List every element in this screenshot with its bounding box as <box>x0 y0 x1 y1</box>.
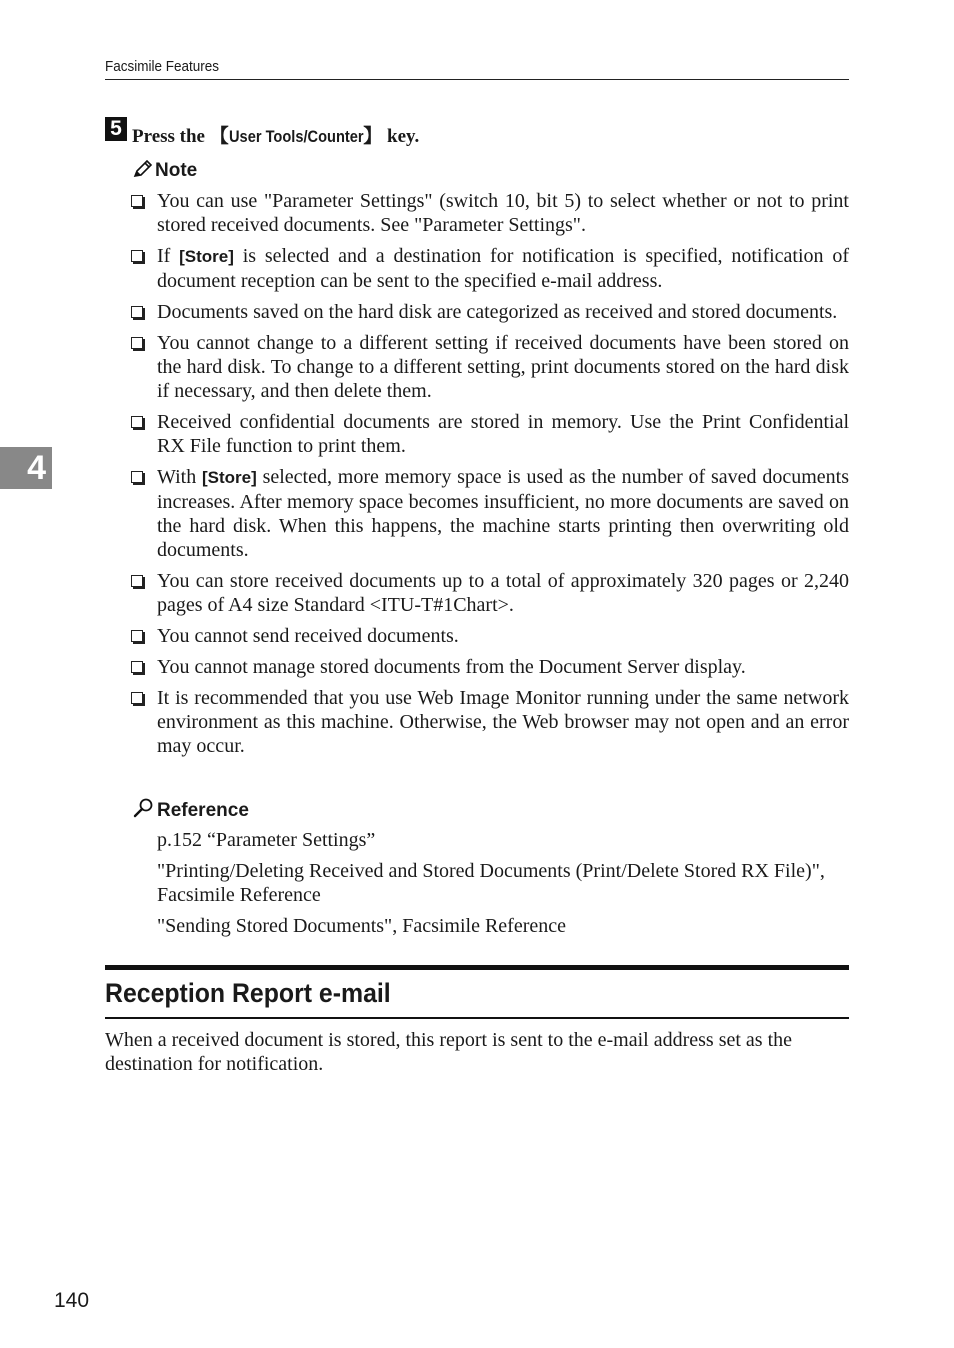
magnifier-icon <box>133 798 155 818</box>
section-rule-bottom <box>105 1017 849 1019</box>
store-key-label: [Store] <box>179 247 234 266</box>
note-item: You cannot send received documents. <box>131 624 849 648</box>
note-item: With [Store] selected, more memory space is used as the number of saved documents increases. After memory space becomes insufficient, no more documents are saved on the hard disk. When this happens, the machine starts printing then overwriting old documents. <box>131 465 849 562</box>
note-item: You can store received documents up to a total of approximately 320 pages or 2,240 pages of A4 size Standard <ITU-T#1Chart>. <box>131 569 849 617</box>
key-open-bracket: 【 <box>209 126 229 147</box>
checkbox-bullet-icon <box>131 692 143 704</box>
key-close-bracket: 】 <box>363 126 383 147</box>
checkbox-bullet-icon <box>131 661 143 673</box>
note-item: If [Store] is selected and a destination for notification is specified, notification of document reception can be sent to the specified e-mail address. <box>131 244 849 293</box>
step-suffix: key. <box>382 126 420 147</box>
chapter-tab: 4 <box>0 447 52 489</box>
reference-item: "Printing/Deleting Received and Stored Documents (Print/Delete Stored RX File)", Facsimile Reference <box>157 860 825 906</box>
running-header-title: Facsimile Features <box>105 58 220 75</box>
checkbox-bullet-icon <box>131 630 143 642</box>
checkbox-bullet-icon <box>131 416 143 428</box>
step-prefix: Press the <box>132 126 210 147</box>
step-number-badge: 5 <box>105 117 127 141</box>
page-number: 140 <box>54 1289 90 1312</box>
checkbox-bullet-icon <box>131 306 143 318</box>
checkbox-bullet-icon <box>131 337 143 349</box>
reference-heading <box>133 798 249 822</box>
note-item: You can use "Parameter Settings" (switch 10, bit 5) to select whether or not to print stored received documents. See "Parameter Settings". <box>131 189 849 237</box>
note-item: Documents saved on the hard disk are categorized as received and stored documents. <box>131 300 849 324</box>
checkbox-bullet-icon <box>131 250 143 262</box>
section-rule-top <box>105 965 849 970</box>
checkbox-bullet-icon <box>131 195 143 207</box>
note-item: You cannot change to a different setting if received documents have been stored on the hard disk. To change to a different setting, print documents stored on the hard disk if necessary, and then delete them. <box>131 331 849 403</box>
checkbox-bullet-icon <box>131 575 143 587</box>
reference-heading-label: Reference <box>157 800 249 821</box>
note-item: You cannot manage stored documents from the Document Server display. <box>131 655 849 679</box>
note-item: Received confidential documents are stored in memory. Use the Print Confidential RX File function to print them. <box>131 410 849 458</box>
note-heading-label: Note <box>155 160 198 181</box>
user-tools-counter-key: User Tools/Counter <box>228 127 364 146</box>
section-body: When a received document is stored, this report is sent to the e-mail address set as the destination for notification. <box>105 1029 793 1075</box>
reference-list <box>157 828 849 945</box>
note-item: It is recommended that you use Web Image Monitor running under the same network environment as this machine. Otherwise, the Web browser may not open and an error may occur. <box>131 686 849 758</box>
pencil-icon <box>133 160 153 178</box>
checkbox-bullet-icon <box>131 471 143 483</box>
reference-link[interactable]: p.152 “Parameter Settings” <box>157 829 376 851</box>
step-text <box>132 121 419 148</box>
note-list <box>131 189 849 765</box>
section-title: Reception Report e-mail <box>105 978 391 1008</box>
running-header <box>105 57 849 80</box>
note-heading <box>133 160 197 182</box>
store-key-label: [Store] <box>202 468 257 487</box>
reference-item: "Sending Stored Documents", Facsimile Reference <box>157 915 567 937</box>
